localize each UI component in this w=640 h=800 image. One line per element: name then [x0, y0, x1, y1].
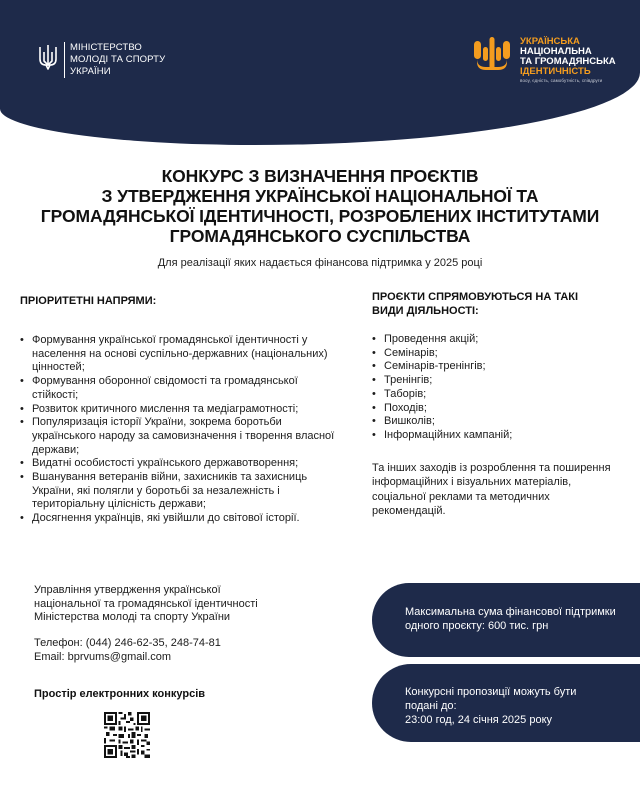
banner-line: одного проєкту: 600 тис. грн [405, 620, 549, 632]
list-item [20, 471, 360, 512]
activities-paragraph [372, 461, 622, 518]
list-item-line: територіальну цілісність держави; [32, 498, 206, 511]
list-item: • Інформаційних кампаній; [372, 429, 612, 443]
identity-line: УКРАЇНСЬКА [520, 36, 580, 47]
paragraph-line: Та інших заходів із розроблення та поширення [372, 462, 611, 474]
list-item: • Семінарів-тренінгів; [372, 360, 612, 374]
list-item-line: • Видатні особистості українського державотворення; [32, 457, 299, 470]
org-line: національної та громадянської ідентичності [34, 597, 258, 610]
list-item: • Семінарів; [372, 347, 612, 361]
list-item [20, 457, 360, 471]
banner-line: 23:00 год, 24 січня 2025 року [405, 714, 553, 726]
list-item-line: стійкості; [32, 388, 79, 401]
list-item-line: • Формування оборонної свідомості та громадянської [32, 375, 298, 388]
max-support-banner [372, 583, 640, 657]
ministry-name-line: МОЛОДІ ТА СПОРТУ [70, 54, 166, 65]
activities-heading [372, 290, 578, 318]
list-item-line: • Досягнення українців, які увійшли до світової історії. [32, 512, 300, 525]
qr-code-icon[interactable] [104, 712, 150, 758]
priorities-list [20, 334, 360, 526]
list-item [20, 403, 360, 417]
list-item-line: цінностей; [32, 361, 85, 374]
priorities-heading: ПРІОРИТЕТНІ НАПРЯМИ: [20, 295, 157, 307]
activities-list [372, 333, 612, 443]
list-item: • Вишколів; [372, 415, 612, 429]
banner-line: Максимальна сума фінансової підтримки [405, 606, 616, 618]
identity-tagline: вооу, єдність, самобутність, співдруги [520, 78, 603, 83]
list-item: • Тренінгів; [372, 374, 612, 388]
organization-name [34, 584, 314, 625]
phone-text: Телефон: (044) 246-62-35, 248-74-81 [34, 637, 221, 649]
contact-details [34, 637, 314, 664]
ministry-name-line: УКРАЇНИ [70, 66, 111, 77]
list-item: • Походів; [372, 402, 612, 416]
org-line: Міністерства молоді та спорту України [34, 611, 231, 623]
deadline-banner [372, 664, 640, 742]
paragraph-line: інформаційних і візуальних матеріалів, [372, 476, 572, 489]
title-line: ГРОМАДЯНСЬКОГО СУСПІЛЬСТВА [169, 226, 471, 246]
portal-label: Простір електронних конкурсів [34, 688, 206, 700]
banner-line: Конкурсні пропозиції можуть бути [405, 686, 577, 698]
ministry-name-line: МІНІСТЕРСТВО [70, 42, 142, 53]
org-line: Управління утвердження української [34, 584, 221, 596]
list-item [20, 416, 360, 457]
list-item [20, 375, 360, 402]
identity-line: ІДЕНТИЧНІСТЬ [520, 66, 591, 77]
list-item-line: • Розвиток критичного мислення та медіаграмотності; [32, 402, 299, 415]
identity-line: НАЦІОНАЛЬНА [520, 46, 592, 57]
list-item: • Таборів; [372, 388, 612, 402]
ukraine-trident-icon [37, 43, 59, 71]
ministry-name [64, 42, 174, 78]
list-item-line: населення на основі суспільно-державних (національних) [32, 347, 328, 360]
paragraph-line: рекомендацій. [372, 504, 446, 517]
title-line: ГРОМАДЯНСЬКОЇ ІДЕНТИЧНОСТІ, РОЗРОБЛЕНИХ ІНСТИТУТАМИ [40, 206, 600, 226]
list-item [20, 334, 360, 375]
banner-line: подані до: [405, 700, 457, 712]
title-line: КОНКУРС З ВИЗНАЧЕННЯ ПРОЄКТІВ [161, 166, 479, 186]
page-title [20, 166, 620, 246]
list-item-line: • Популяризація історії України, зокрема боротьби [32, 416, 282, 429]
list-item-line: держави; [32, 443, 80, 456]
list-item-line: • Формування української громадянської ідентичності у [32, 334, 308, 346]
identity-logo-icon [472, 35, 512, 71]
list-item [20, 512, 360, 526]
list-item-line: українського народу за самовизначення і творення власної [32, 429, 335, 442]
title-line: З УТВЕРДЖЕННЯ УКРАЇНСЬКОЇ НАЦІОНАЛЬНОЇ ТА [101, 186, 539, 206]
paragraph-line: соціальної реклами та методичних [372, 490, 550, 503]
identity-line: ТА ГРОМАДЯНСЬКА [520, 56, 616, 67]
heading-line: ПРОЄКТИ СПРЯМОВУЮТЬСЯ НА ТАКІ [372, 291, 579, 303]
page-subtitle: Для реалізації яких надається фінансова підтримка у 2025 році [157, 257, 483, 269]
list-item-line: України, які полягли у боротьбі за незалежність і [32, 484, 280, 497]
email-link[interactable]: Email: bprvums@gmail.com [34, 650, 172, 663]
identity-logo-text [520, 37, 620, 84]
list-item-line: • Вшанування ветеранів війни, захисників та захисниць [32, 471, 308, 484]
list-item: • Проведення акцій; [372, 333, 612, 347]
heading-line: ВИДИ ДІЯЛЬНОСТІ: [372, 305, 479, 317]
